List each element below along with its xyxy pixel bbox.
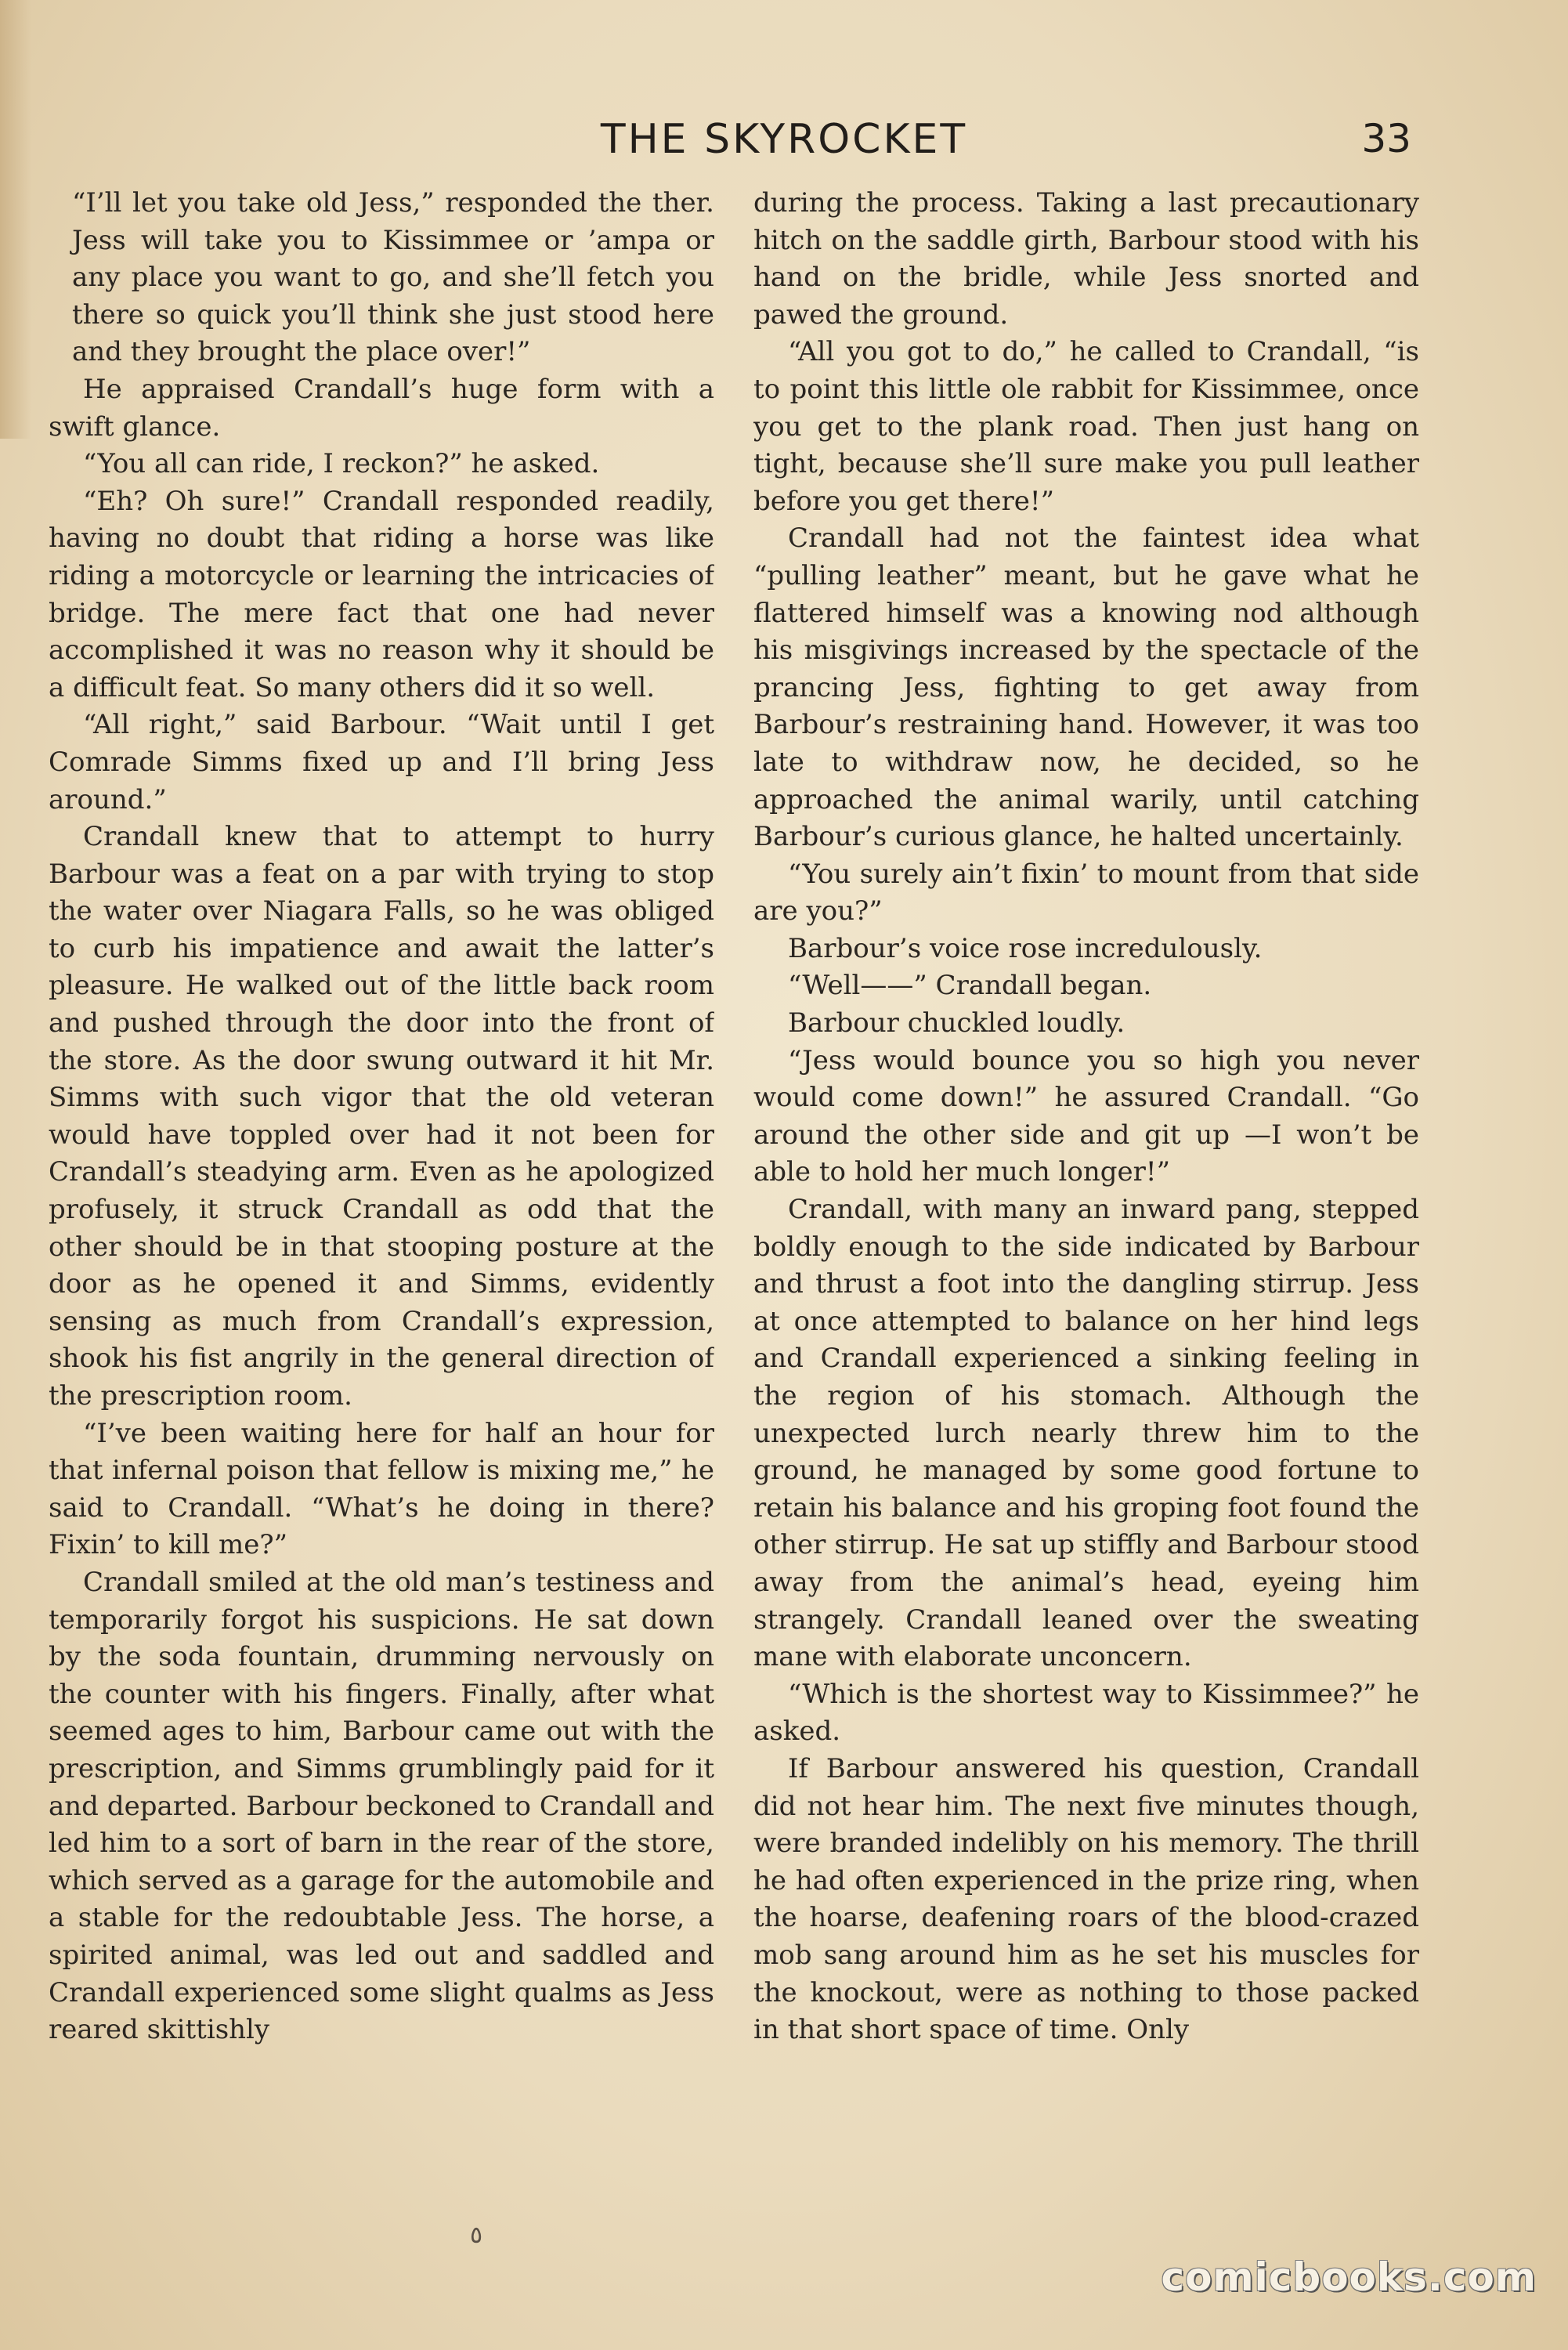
paragraph: Barbour chuckled loudly. [788, 1007, 1125, 1039]
watermark-logo: comicbooks.com [1161, 2254, 1537, 2300]
paragraph: Barbour’s voice rose incredulously. [788, 932, 1263, 964]
paragraph: Crandall smiled at the old man’s testiness and temporarily forgot his suspicions. He sat down by the soda fountain, drumming nervously on the counter with his fingers. Finally, after what seemed ages to him, Barbour came out with the prescription, and Simms grumblingly paid for it and departed. Barbour beckoned to Crandall and led him to a sort of barn in the rear of the store, which served as a garage for the automobile and a stable for the redoubtable Jess. The horse, a spirited animal, was led out and saddled and Crandall experienced some slight qualms as Jess reared skittishly [49, 1566, 714, 2046]
paragraph: “I’ve been waiting here for half an hour for that infernal poison that fellow is mixing me,” he said to Crandall. “What’s he doing in there? Fixin’ to kill me?” [49, 1417, 714, 1561]
paragraph: “You surely ain’t fixin’ to mount from that side are you?” [753, 858, 1419, 927]
right-column [753, 185, 1419, 2190]
paragraph: “I’ll let you take old Jess,” responded the ther. Jess will take you to Kissimmee or ’ampa or any place you want to go, and she’ll fetch you there so quick you’ll think she just stood here and they brought the place over!” [72, 187, 714, 368]
paragraph: “Which is the shortest way to Kissimmee?” he asked. [753, 1678, 1419, 1748]
paragraph: “All right,” said Barbour. “Wait until I get Comrade Simms fixed up and I’ll bring Jess around.” [49, 709, 714, 815]
left-column [49, 185, 714, 2190]
paragraph: “You all can ride, I reckon?” he asked. [83, 448, 600, 480]
paragraph: “All you got to do,” he called to Crandall, “is to point this little ole rabbit for Kissimmee, once you get to the plank road. Then just hang on tight, because she’ll sure make you pull leather before you get there!” [753, 336, 1419, 517]
paragraph: Crandall had not the faintest idea what “pulling leather” meant, but he gave what he flattered himself was a knowing nod although his misgivings increased by the spectacle of the prancing Jess, fighting to get away from Barbour’s restraining hand. However, it was too late to withdraw now, he decided, so he approached the animal warily, until catching Barbour’s curious glance, he halted uncertainly. [753, 522, 1419, 853]
running-title: THE SKYROCKET [600, 116, 968, 163]
torn-edge [0, 0, 31, 439]
paragraph: Crandall knew that to attempt to hurry Barbour was a feat on a par with trying to stop the water over Niagara Falls, so he was obliged to curb his impatience and await the latter’s pleasure. He walked out of the little back room and pushed through the door into the front of the store. As the door swung outward it hit Mr. Simms with such vigor that the old veteran would have toppled over had it not been for Crandall’s steadying arm. Even as he apologized profusely, it struck Crandall as odd that the other should be in that stooping posture at the door as he opened it and Simms, evidently sensing as much from Crandall’s expression, shook his fist angrily in the general direction of the prescription room. [49, 821, 714, 1412]
paragraph: Crandall, with many an inward pang, stepped boldly enough to the side indicated by Barbour and thrust a foot into the dangling stirrup. Jess at once attempted to balance on her hind legs and Crandall experienced a sinking feeling in the region of his stomach. Although the unexpected lurch nearly threw him to the ground, he managed by some good fortune to retain his balance and his groping foot found the other stirrup. He sat up stiffly and Barbour stood away from the animal’s head, eyeing him strangely. Crandall leaned over the sweating mane with elaborate unconcern. [753, 1194, 1419, 1673]
paragraph: If Barbour answered his question, Crandall did not hear him. The next five minutes though, were branded indelibly on his memory. The thrill he had often experienced in the prize ring, when the hoarse, deafening roars of the blood-crazed mob sang around him as he set his muscles for the knockout, were as nothing to those packed in that short space of time. Only [753, 1752, 1419, 2046]
paragraph: “Jess would bounce you so high you never would come down!” he assured Crandall. “Go around the other side and git up —I won’t be able to hold her much longer!” [753, 1044, 1419, 1188]
page-header [0, 116, 1568, 171]
paragraph: He appraised Crandall’s huge form with a swift glance. [49, 373, 714, 443]
paragraph: “Well——” Crandall began. [788, 970, 1152, 1002]
paragraph: during the process. Taking a last precautionary hitch on the saddle girth, Barbour stood with his hand on the bridle, while Jess snorted and pawed the ground. [753, 187, 1419, 331]
page-number: 33 [1361, 116, 1411, 161]
paragraph: “Eh? Oh sure!” Crandall responded readily, having no doubt that riding a horse was like riding a motorcycle or learning the intricacies of bridge. The mere fact that one had never accomplished it was no reason why it should be a difficult feat. So many others did it so well. [49, 485, 714, 703]
footer-mark: ٥ [470, 2222, 483, 2249]
